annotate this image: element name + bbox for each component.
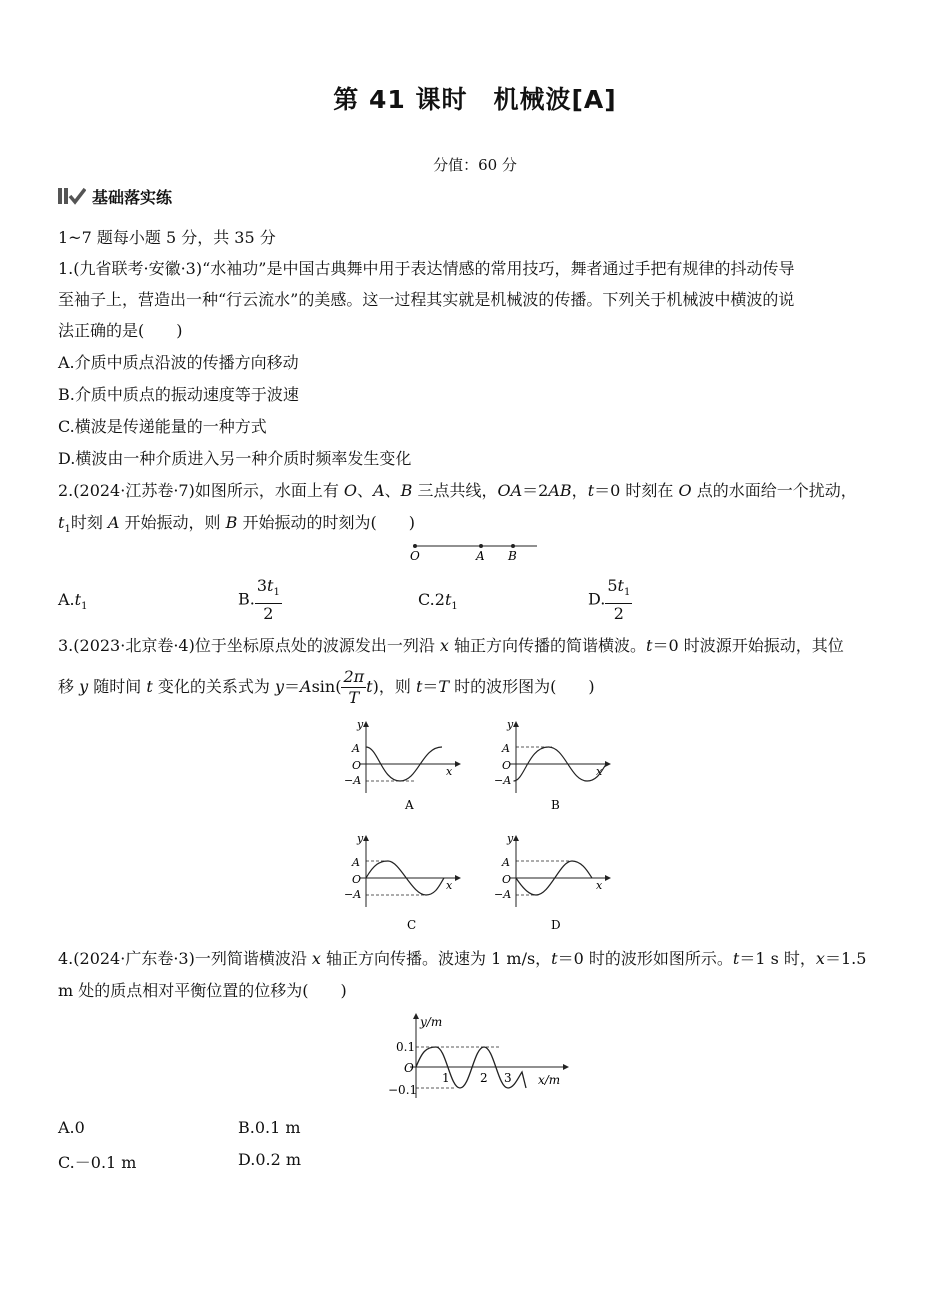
q4-ytick-top: 0.1 [396, 1040, 416, 1054]
q2-label-b: B [508, 549, 517, 563]
q1-option-b: B.介质中质点的振动速度等于波速 [58, 385, 299, 404]
q2-line2: $t_1$时刻 A 开始振动，则 B 开始振动的时刻为( ) [58, 513, 415, 536]
svg-text:O: O [352, 873, 362, 886]
q4-option-c: C.－0.1 m [58, 1153, 137, 1172]
q2-option-d: D. $\frac{5t_1}{2}$ [588, 576, 631, 624]
svg-text:C: C [407, 918, 417, 932]
q2-point-b [511, 544, 515, 548]
svg-text:−A: −A [344, 888, 362, 901]
svg-text:O: O [502, 759, 512, 772]
q4-line1: 4.(2024·广东卷·3)一列简谐横波沿 x 轴正方向传播。波速为 1 m/s，t＝0 时的波形如图所示。t＝1 s 时，x＝1.5 [58, 949, 867, 968]
q2-option-a: $A.t_1$ [58, 590, 88, 613]
q3-line1: 3.(2023·北京卷·4)位于坐标原点处的波源发出一列沿 x 轴正方向传播的简谐横波。t＝0 时波源开始振动，其位 [58, 636, 844, 655]
svg-text:−A: −A [494, 888, 512, 901]
svg-text:y: y [507, 832, 514, 845]
svg-text:−A: −A [494, 774, 512, 787]
q1-option-c: C.横波是传递能量的一种方式 [58, 417, 267, 436]
svg-text:x: x [596, 879, 603, 892]
svg-text:A: A [502, 742, 510, 755]
score-text: 分值：60 分 [433, 156, 517, 174]
svg-text:A: A [352, 742, 360, 755]
svg-text:y: y [357, 832, 364, 845]
svg-text:O: O [352, 759, 362, 772]
svg-text:A: A [502, 856, 510, 869]
page-title: 第 41 课时 机械波[A] [333, 85, 617, 114]
q4-ylabel: y/m [420, 1015, 443, 1029]
svg-text:x: x [446, 879, 453, 892]
svg-text:−A: −A [344, 774, 362, 787]
q4-wave-figure [380, 1010, 580, 1102]
svg-text:y: y [507, 718, 514, 731]
q4-xtick-1: 1 [442, 1071, 450, 1085]
q2-figure [405, 538, 545, 564]
checklist-icon [58, 186, 86, 206]
svg-text:x: x [596, 765, 603, 778]
svg-text:D: D [551, 918, 561, 932]
q3-graph-c [338, 832, 468, 936]
q2-label-o: O [410, 549, 420, 563]
q2-option-b: B. $\frac{3t_1}{2}$ [238, 576, 280, 624]
q4-xtick-3: 3 [504, 1071, 512, 1085]
q1-line1: 1.(九省联考·安徽·3)“水袖功”是中国古典舞中用于表达情感的常用技巧，舞者通过手把有规律的抖动传导 [58, 259, 795, 278]
q4-option-d: D.0.2 m [238, 1150, 302, 1169]
q4-option-a: A.0 [58, 1118, 85, 1137]
svg-text:A: A [352, 856, 360, 869]
q3-line2: 移 y 随时间 t 变化的关系式为 y＝Asin( $\frac{2\pi}{T}$ t)，则 t＝T 时的波形图为( ) [58, 667, 595, 707]
q2-line1: 2.(2024·江苏卷·7)如图所示，水面上有 O、A、B 三点共线，OA＝2AB，t＝0 时刻在 O 点的水面给一个扰动， [58, 481, 857, 500]
section-label: 基础落实练 [92, 187, 173, 207]
q4-line2: m 处的质点相对平衡位置的位移为( ) [58, 981, 347, 1000]
q4-option-b: B.0.1 m [238, 1118, 301, 1137]
svg-text:O: O [502, 873, 512, 886]
intro-text: 1~7 题每小题 5 分，共 35 分 [58, 228, 276, 247]
q4-xtick-2: 2 [480, 1071, 488, 1085]
svg-text:y: y [357, 718, 364, 731]
section-header [58, 184, 172, 208]
q3-graph-b [488, 718, 618, 822]
q4-ytick-bot: −0.1 [388, 1083, 418, 1097]
q1-line2: 至袖子上，营造出一种“行云流水”的美感。这一过程其实就是机械波的传播。下列关于机械波中横波的说 [58, 290, 795, 309]
svg-text:x: x [446, 765, 453, 778]
q3-graph-a [338, 718, 468, 822]
q2-option-c: $C.2t_1$ [418, 590, 458, 613]
q4-origin: O [404, 1061, 414, 1075]
q4-xlabel: x/m [538, 1073, 561, 1087]
q2-point-o [413, 544, 417, 548]
q2-point-a [479, 544, 483, 548]
q1-option-a: A.介质中质点沿波的传播方向移动 [58, 353, 299, 372]
svg-text:A: A [405, 798, 414, 812]
q1-option-d: D.横波由一种介质进入另一种介质时频率发生变化 [58, 449, 412, 468]
svg-text:B: B [551, 798, 560, 812]
q2-label-a: A [476, 549, 485, 563]
q3-graph-d [488, 832, 618, 936]
q1-line3: 法正确的是( ) [58, 321, 183, 340]
